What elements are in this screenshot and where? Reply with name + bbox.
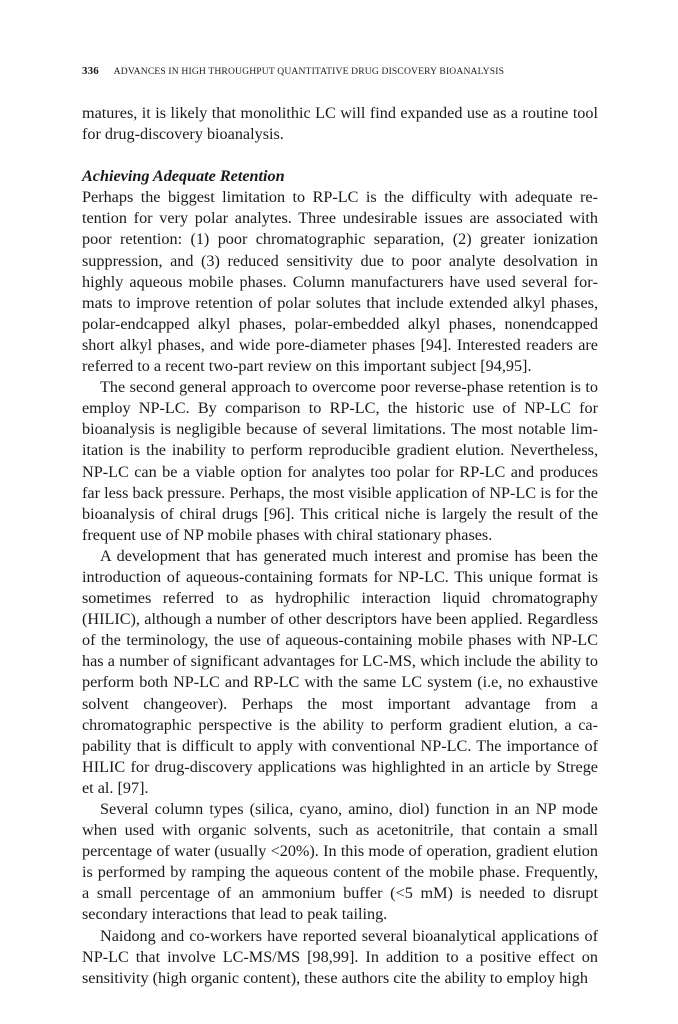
intro-paragraph: matures, it is likely that monolithic LC will find expanded use as a routine tool for drug-discovery bioanalysis. <box>82 104 598 144</box>
book-page <box>82 64 598 989</box>
body-paragraph: A development that has generated much interest and promise has been the introduction of aqueous-containing formats for NP-LC. This unique format is sometimes referred to as hydrophilic interaction liquid chromatography (HILIC), although a number of other descriptors have been applied. Regardless of the terminology, the use of aqueous-containing mobile phases with NP-LC has a number of significant advantages for LC-MS, which include the ability to perform both NP-LC and RP-LC with the same LC system (i.e, no exhaustive solvent changeover). Perhaps the most important advantage from a chromatographic perspective is the ability to perform gradient elution, a capability that is difficult to apply with conventional NP-LC. The importance of HILIC for drug-discovery applications was highlighted in an article by Strege et al. [97]. <box>82 546 598 797</box>
body-paragraph: Perhaps the biggest limitation to RP-LC is the difficulty with adequate retention for very polar analytes. Three undesirable issues are associated with poor retention: (1) poor chromatographic separation, (2) greater ionization suppression, and (3) reduced sensitivity due to poor analyte desolvation in highly aqueous mobile phases. Column manufacturers have used several formats to improve retention of polar solutes that include extended alkyl phases, polar-endcapped alkyl phases, polar-embedded alkyl phases, nonendcapped short alkyl phases, and wide pore-diameter phases [94]. Interested readers are referred to a recent two-part review on this important subject [94,95]. <box>82 188 598 376</box>
body-paragraph: Several column types (silica, cyano, amino, diol) function in an NP mode when used with organic solvents, such as acetonitrile, that contain a small percentage of water (usually <20%). In this mode of operation, gradient elution is performed by ramping the aqueous content of the mobile phase. Frequently, a small percentage of an ammonium buffer (<5 mM) is needed to disrupt secondary interactions that lead to peak tailing. <box>82 800 598 924</box>
running-title: ADVANCES IN HIGH THROUGHPUT QUANTITATIVE DRUG DISCOVERY BIOANALYSIS <box>113 66 505 77</box>
section-heading: Achieving Adequate Retention <box>82 167 285 186</box>
body-paragraph: Naidong and co-workers have reported several bioanalytical applications of NP-LC that involve LC-MS/MS [98,99]. In addition to a positive effect on sensitivity (high organic content), these authors cite the ability to employ high <box>82 926 598 987</box>
running-header <box>82 64 598 79</box>
body-paragraph: The second general approach to overcome poor reverse-phase retention is to employ NP-LC. By comparison to RP-LC, the historic use of NP-LC for bioanalysis is negligible because of several limitations. The most notable limitation is the inability to perform reproducible gradient elution. Nevertheless, NP-LC can be a viable option for analytes too polar for RP-LC and produces far less back pressure. Perhaps, the most visible application of NP-LC is for the bioanalysis of chiral drugs [96]. This critical niche is largely the result of the frequent use of NP mobile phases with chiral stationary phases. <box>82 378 598 544</box>
page-number: 336 <box>82 65 99 77</box>
